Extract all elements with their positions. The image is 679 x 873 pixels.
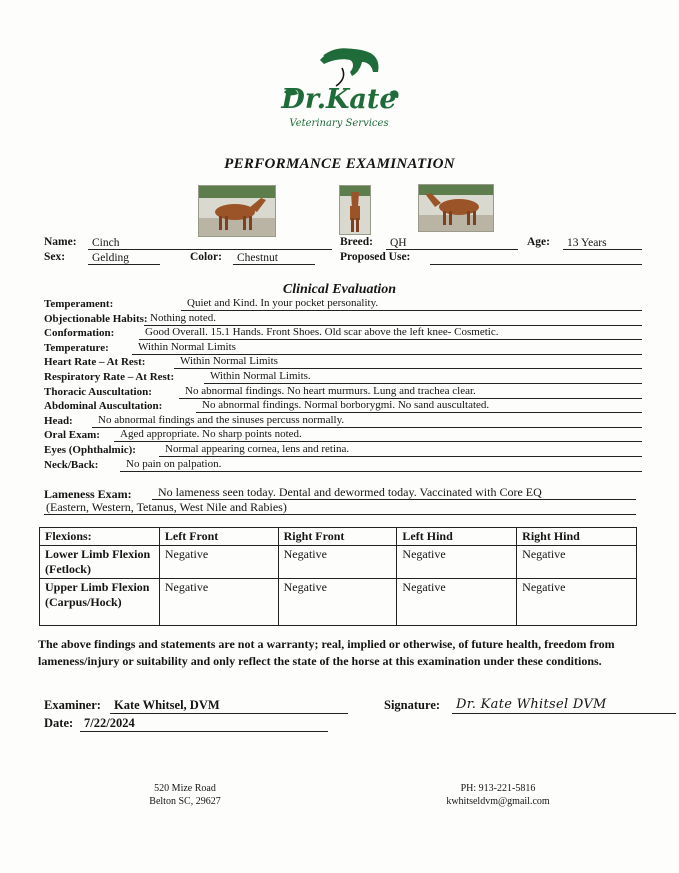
logo-brand-text: Dr.Kate	[281, 84, 397, 115]
horse-photo-side	[198, 185, 276, 237]
proposed-use-label: Proposed Use:	[340, 251, 411, 263]
date-field[interactable]: 7/22/2024	[80, 715, 328, 732]
breed-field[interactable]: QH	[386, 236, 518, 250]
lameness-field-line1[interactable]: No lameness seen today. Dental and dewormed today. Vaccinated with Core EQ	[152, 486, 636, 500]
clinical-value-field[interactable]: No abnormal findings. No heart murmurs. Lung and trachea clear.	[179, 385, 642, 399]
clinical-label-text: Head:	[44, 414, 73, 427]
age-label: Age:	[527, 236, 550, 248]
document-title: PERFORMANCE EXAMINATION	[224, 156, 455, 172]
clinical-label	[44, 327, 114, 341]
clinical-label	[44, 371, 174, 385]
phone-text: PH: 913-221-5816	[460, 783, 536, 794]
cell-value[interactable]: Negative	[278, 579, 397, 626]
examiner-field[interactable]: Kate Whitsel, DVM	[110, 697, 348, 714]
clinical-label	[44, 386, 152, 400]
clinical-value-field[interactable]: Normal appearing cornea, lens and retina.	[159, 443, 642, 457]
clinical-label	[44, 342, 109, 356]
signature-field[interactable]: Dr. Kate Whitsel DVM	[452, 697, 676, 714]
clinical-label-text: Temperament:	[44, 298, 114, 310]
clinical-value-field[interactable]: Within Normal Limits	[174, 355, 642, 369]
table-row	[40, 546, 637, 579]
clinical-label-text: Eyes (Ophthalmic):	[44, 444, 136, 456]
clinical-value-field[interactable]: Good Overall. 15.1 Hands. Front Shoes. Old scar above the left knee- Cosmetic.	[139, 326, 642, 340]
clinical-label	[44, 356, 145, 370]
sex-field[interactable]: Gelding	[88, 251, 160, 265]
clinical-label-text: Abdominal Auscultation:	[44, 400, 163, 413]
clinical-label-text: Oral Exam:	[44, 429, 100, 442]
footer-address	[120, 782, 250, 808]
sex-label: Sex:	[44, 251, 66, 263]
clinical-evaluation-heading: Clinical Evaluation	[282, 282, 397, 297]
examiner-label: Examiner:	[44, 698, 101, 712]
address-line1: 520 Mize Road	[154, 783, 216, 794]
cell-value[interactable]: Negative	[159, 546, 278, 579]
flexion-header-row	[40, 528, 637, 546]
row-label-upper-limb: Upper Limb Flexion (Carpus/Hock)	[40, 579, 160, 626]
clinical-label	[44, 298, 113, 312]
clinical-label-text: Neck/Back:	[44, 458, 99, 471]
clinical-value-field[interactable]: Quiet and Kind. In your pocket personality.	[181, 297, 642, 311]
horse-photo-side-right	[418, 184, 494, 232]
lameness-field-line2[interactable]: (Eastern, Western, Tetanus, West Nile and Rabies)	[44, 501, 636, 515]
breed-label: Breed:	[340, 236, 374, 248]
clinical-value-field[interactable]: Within Normal Limits	[132, 341, 642, 355]
signature-label: Signature:	[384, 698, 441, 712]
clinical-label-text: Respiratory Rate – At Rest:	[44, 371, 175, 383]
clinical-value-field[interactable]: Nothing noted.	[144, 312, 642, 326]
logo-tagline-text: Veterinary Services	[289, 118, 389, 129]
header-right-front: Right Front	[278, 528, 397, 546]
flexion-table	[39, 527, 637, 626]
header-left-hind: Left Hind	[397, 528, 517, 546]
clinical-value-field[interactable]: No abnormal findings and the sinuses percuss normally.	[92, 414, 642, 428]
cell-value[interactable]: Negative	[397, 546, 517, 579]
clinical-label	[44, 415, 73, 429]
clinical-label-text: Objectionable Habits:	[44, 312, 148, 325]
age-field[interactable]: 13 Years	[563, 236, 642, 250]
cell-value[interactable]: Negative	[517, 546, 637, 579]
clinical-label-text: Heart Rate – At Rest:	[44, 356, 146, 369]
color-field[interactable]: Chestnut	[233, 251, 315, 265]
row-label-lower-limb: Lower Limb Flexion (Fetlock)	[40, 546, 160, 579]
color-label: Color:	[190, 251, 222, 263]
header-right-hind: Right Hind	[517, 528, 637, 546]
clinical-label	[44, 313, 148, 327]
horse-photo-front	[339, 185, 371, 235]
clinical-label-text: Conformation:	[44, 327, 115, 340]
clinical-label	[44, 459, 98, 473]
clinical-value-field[interactable]: No pain on palpation.	[120, 458, 642, 472]
clinical-value-field[interactable]: No abnormal findings. Normal borborygmi. No sand auscultated.	[196, 399, 642, 413]
header-flexions: Flexions:	[40, 528, 160, 546]
email-link[interactable]: kwhitseldvm@gmail.com	[446, 796, 550, 807]
proposed-use-field[interactable]	[430, 251, 642, 265]
clinic-logo	[272, 42, 407, 132]
clinical-label	[44, 429, 100, 443]
header-left-front: Left Front	[159, 528, 278, 546]
name-label: Name:	[44, 236, 77, 248]
name-field[interactable]: Cinch	[88, 236, 332, 250]
table-row	[40, 579, 637, 626]
cell-value[interactable]: Negative	[517, 579, 637, 626]
footer-contact	[420, 782, 576, 808]
clinical-value-field[interactable]: Within Normal Limits.	[204, 370, 642, 384]
lameness-label: Lameness Exam:	[44, 487, 132, 501]
address-line2: Belton SC, 29627	[149, 796, 221, 807]
cell-value[interactable]: Negative	[278, 546, 397, 579]
clinical-label-text: Temperature:	[44, 341, 109, 354]
clinical-value-field[interactable]: Aged appropriate. No sharp points noted.	[114, 428, 642, 442]
disclaimer-text: The above findings and statements are not a warranty; real, implied or otherwise, of future health, freedom from lameness/injury or suitability and only reflect the state of the horse at this examination under these conditions.	[38, 637, 615, 668]
cell-value[interactable]: Negative	[397, 579, 517, 626]
clinical-label	[44, 400, 162, 414]
clinical-label-text: Thoracic Auscultation:	[44, 385, 152, 398]
clinical-label	[44, 444, 136, 458]
date-label: Date:	[44, 716, 74, 730]
cell-value[interactable]: Negative	[159, 579, 278, 626]
